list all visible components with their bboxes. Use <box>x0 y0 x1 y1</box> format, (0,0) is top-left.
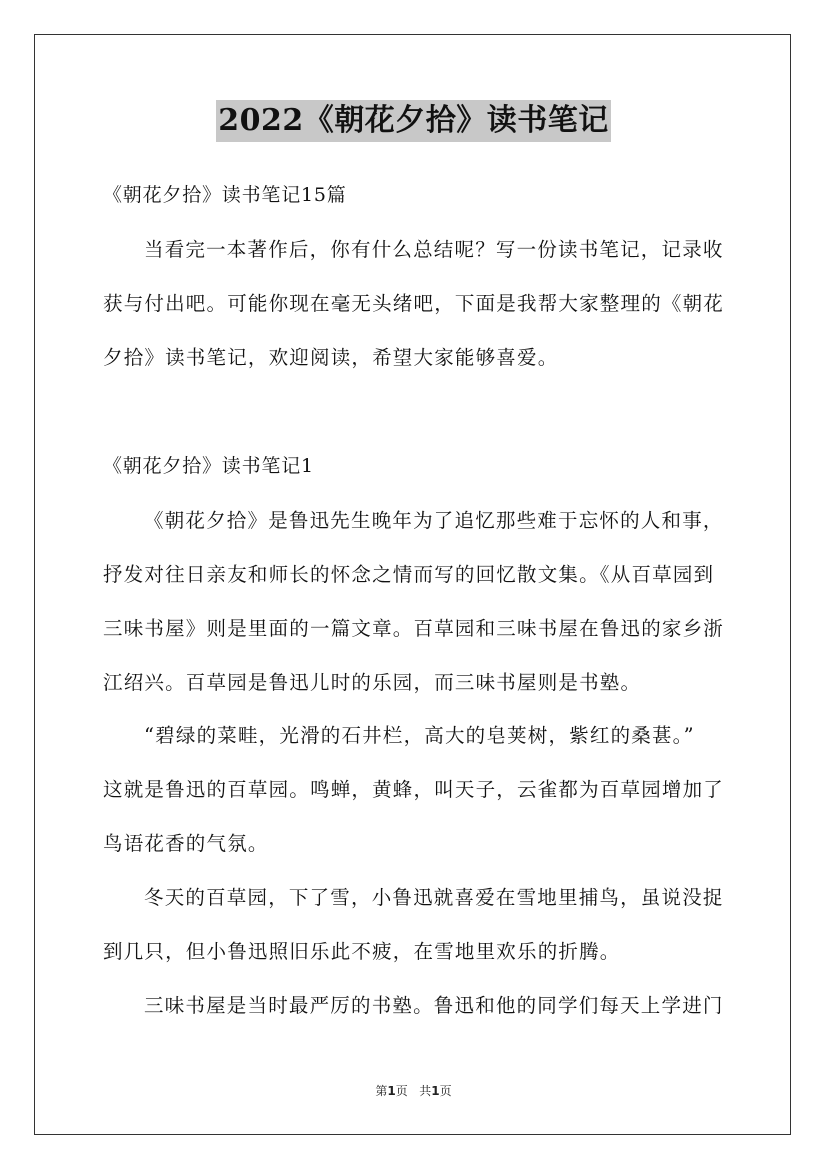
paragraph-line: 鸟语花香的气氛。 <box>103 832 269 855</box>
page-label-suffix: 页 <box>395 1084 408 1098</box>
page-footer <box>0 1083 827 1099</box>
paragraph-line: 《朝花夕拾》是鲁迅先生晚年为了追忆那些难于忘怀的人和事， <box>144 509 724 532</box>
intro-line: 夕拾》读书笔记，欢迎阅读，希望大家能够喜爱。 <box>103 346 559 369</box>
total-label-prefix: 共 <box>419 1084 432 1098</box>
paragraph-line: 江绍兴。百草园是鲁迅儿时的乐园，而三味书屋则是书塾。 <box>103 671 642 694</box>
total-pages: 1 <box>431 1084 440 1098</box>
page-label-prefix: 第 <box>375 1084 388 1098</box>
intro-line: 当看完一本著作后，你有什么总结呢？写一份读书笔记，记录收 <box>144 238 724 261</box>
document-title: 2022《朝花夕拾》读书笔记 <box>216 100 611 142</box>
paragraph-line: “碧绿的菜畦，光滑的石井栏，高大的皂荚树，紫红的桑葚。” <box>144 724 695 747</box>
page-number: 1 <box>387 1084 396 1098</box>
document-subtitle: 《朝花夕拾》读书笔记15篇 <box>103 184 347 206</box>
paragraph-line: 三味书屋》则是里面的一篇文章。百草园和三味书屋在鲁迅的家乡浙 <box>103 617 725 640</box>
paragraph-line: 这就是鲁迅的百草园。鸣蝉，黄蜂，叫天子，云雀都为百草园增加了 <box>103 778 725 801</box>
total-label-suffix: 页 <box>439 1084 452 1098</box>
paragraph-line: 抒发对往日亲友和师长的怀念之情而写的回忆散文集。《从百草园到 <box>103 563 715 586</box>
intro-line: 获与付出吧。可能你现在毫无头绪吧，下面是我帮大家整理的《朝花 <box>103 292 725 315</box>
title-wrap <box>0 100 827 142</box>
section-heading: 《朝花夕拾》读书笔记1 <box>103 455 314 477</box>
paragraph-line: 冬天的百草园，下了雪，小鲁迅就喜爱在雪地里捕鸟，虽说没捉 <box>144 886 724 909</box>
paragraph-line: 到几只，但小鲁迅照旧乐此不疲，在雪地里欢乐的折腾。 <box>103 940 621 963</box>
paragraph-line: 三味书屋是当时最严厉的书塾。鲁迅和他的同学们每天上学进门 <box>144 994 724 1017</box>
